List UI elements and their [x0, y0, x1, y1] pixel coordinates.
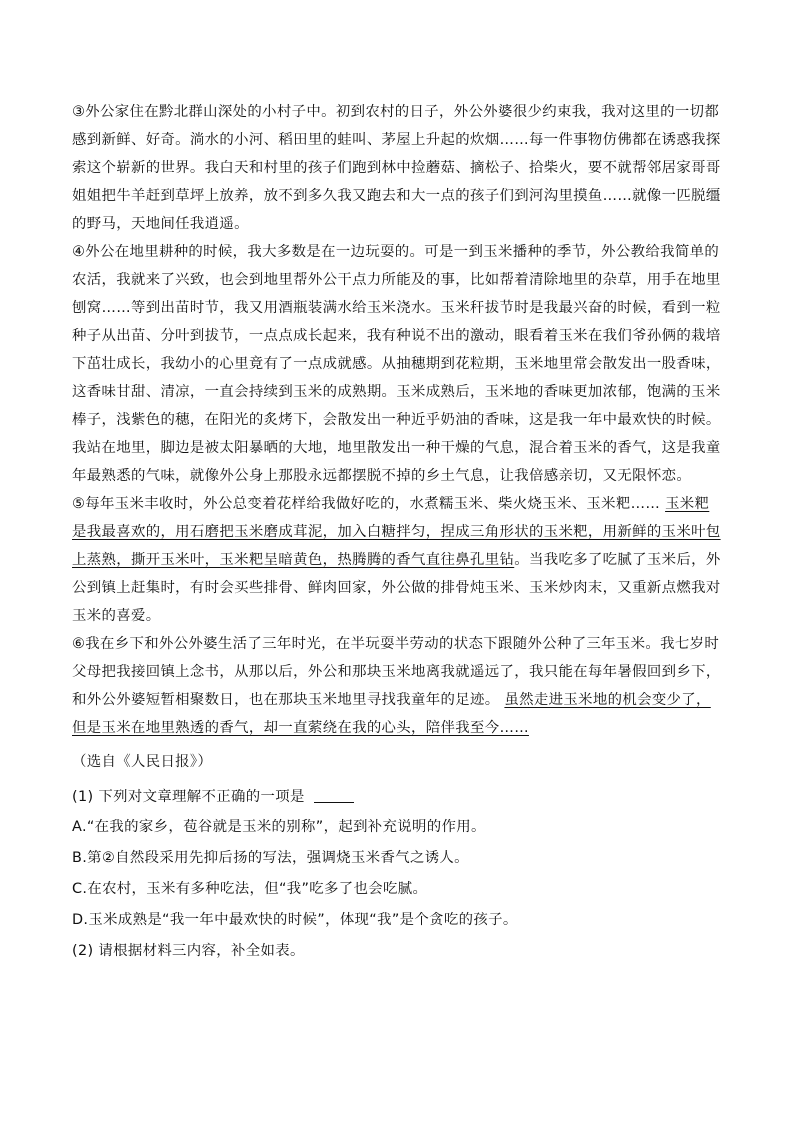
- paragraph-5-text: ⑤每年玉米丰收时，外公总变着花样给我做好吃的，水煮糯玉米、柴火烧玉米、玉米粑……: [72, 496, 666, 512]
- source-note: （选自《人民日报》）: [72, 754, 213, 770]
- paragraph-5-text-end: 。当我吃多了吃腻了玉米后，外公到镇上赶集时，有时会买些排骨、鲜肉回家，外公做的排骨炖玉米、玉米炒肉末，又重新点燃我对玉米的喜爱。: [72, 552, 721, 624]
- option-a: A.“在我的家乡，苞谷就是玉米的别称”，起到补充说明的作用。: [72, 819, 486, 835]
- paragraph-3: ③外公家住在黔北群山深处的小村子中。初到农村的日子，外公外婆很少约束我，我对这里的一切都感到新鲜、好奇。淌水的小河、稻田里的蛙叫、茅屋上升起的炊烟……每一件事物仿佛都在诱惑我探索这个崭新的世界。我白天和村里的孩子们跑到林中捡蘑菇、摘松子、拾柴火，要不就帮邻居家哥哥姐姐把牛羊赶到草坪上放养，放不到多久我又跑去和大一点的孩子们到河沟里摸鱼……就像一匹脱缰的野马，天地间任我逍遥。: [72, 104, 721, 232]
- option-b: B.第②自然段采用先抑后扬的写法，强调烧玉米香气之诱人。: [72, 850, 469, 866]
- paragraph-6-underlined: 虽然走进玉米地的机会变少了，但是玉米在地里熟透的香气，却一直萦绕在我的心头，陪伴我至今……: [72, 692, 711, 736]
- answer-blank[interactable]: [314, 786, 354, 803]
- option-c: C.在农村，玉米有多种吃法，但“我”吃多了也会吃腻。: [72, 881, 428, 897]
- question-1-stem: [72, 782, 724, 812]
- paragraph-6-text: ⑥我在乡下和外公外婆生活了三年时光，在半玩耍半劳动的状态下跟随外公种了三年玉米。我七岁时父母把我接回镇上念书，从那以后，外公和那块玉米地离我就遥远了，我只能在每年暑假回到乡下，和外公外婆短暂相聚数日，也在那块玉米地里寻找我童年的足迹。: [72, 636, 721, 708]
- document-content: [72, 98, 724, 967]
- question-1-text: (1) 下列对文章理解不正确的一项是: [72, 789, 310, 805]
- paragraph-4: ④外公在地里耕种的时候，我大多数是在一边玩耍的。可是一到玉米播种的季节，外公教给我简单的农活，我就来了兴致，也会到地里帮外公干点力所能及的事，比如帮着清除地里的杂草，用手在地里刨窝……等到出苗时节，我又用酒瓶装满水给玉米浇水。玉米秆拔节时是我最兴奋的时候，看到一粒种子从出苗、分叶到拔节，一点点成长起来，我有种说不出的激动，眼看着玉米在我们爷孙俩的栽培下茁壮成长，我幼小的心里竟有了一点成就感。从抽穗期到花粒期，玉米地里常会散发出一股香味，这香味甘甜、清凉，一直会持续到玉米的成熟期。玉米成熟后，玉米地的香味更加浓郁，饱满的玉米棒子，浅紫色的穗，在阳光的炙烤下，会散发出一种近乎奶油的香味，这是我一年中最欢快的时候。我站在地里，脚边是被太阳暴晒的大地，地里散发出一种干燥的气息，混合着玉米的香气，这是我童年最熟悉的气味，就像外公身上那股永远都摆脱不掉的乡土气息，让我倍感亲切，又无限怀恋。: [72, 244, 721, 484]
- question-2-stem: (2) 请根据材料三内容，补全如表。: [72, 943, 305, 959]
- paragraph-5-underlined: 玉米粑是我最喜欢的，用石磨把玉米磨成茸泥，加入白糖拌匀，捏成三角形状的玉米粑，用新鲜的玉米叶包上蒸熟，撕开玉米叶，玉米粑呈暗黄色，热腾腾的香气直往鼻孔里钻: [72, 496, 721, 568]
- option-d: D.玉米成熟是“我一年中最欢快的时候”，体现“我”是个贪吃的孩子。: [72, 912, 518, 928]
- paragraph-5: [72, 490, 724, 630]
- paragraph-6: [72, 630, 724, 742]
